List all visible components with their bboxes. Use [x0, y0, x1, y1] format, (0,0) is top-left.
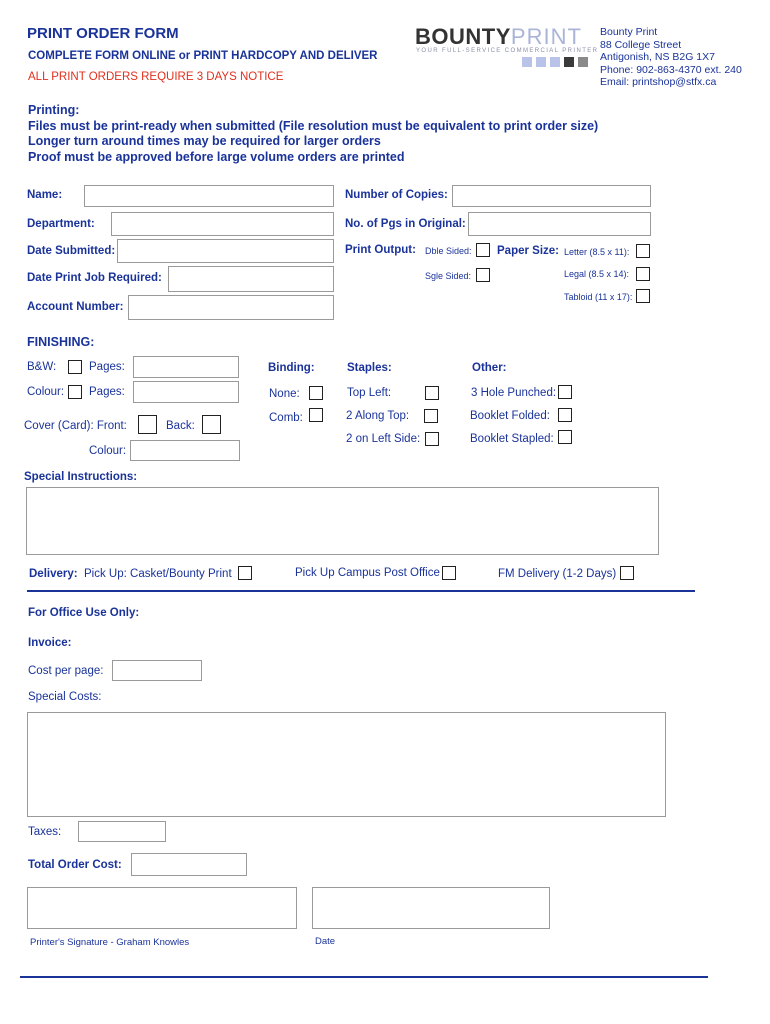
name-input[interactable]: [84, 185, 334, 207]
logo-light-text: PRINT: [510, 24, 582, 49]
dble-sided-checkbox[interactable]: [476, 243, 490, 257]
divider-line: [27, 590, 695, 592]
pickup-casket-checkbox[interactable]: [238, 566, 252, 580]
address-block: [600, 26, 742, 89]
logo-square: [522, 57, 532, 67]
staples-top-left-checkbox[interactable]: [425, 386, 439, 400]
copies-label: Number of Copies:: [345, 189, 448, 201]
total-cost-input[interactable]: [131, 853, 247, 876]
cover-front-label: Cover (Card): Front:: [24, 420, 127, 432]
staples-two-left-label: 2 on Left Side:: [346, 433, 421, 445]
logo-square: [536, 57, 546, 67]
staples-top-left-label: Top Left:: [347, 387, 392, 399]
legal-checkbox[interactable]: [636, 267, 650, 281]
letter-checkbox[interactable]: [636, 244, 650, 258]
bw-pages-input[interactable]: [133, 356, 239, 378]
date-submitted-label: Date Submitted:: [27, 245, 116, 257]
pages-original-input[interactable]: [468, 212, 651, 236]
booklet-folded-checkbox[interactable]: [558, 408, 572, 422]
bw-label: B&W:: [27, 361, 57, 373]
form-subtitle: COMPLETE FORM ONLINE or PRINT HARDCOPY AND DELIVER: [28, 50, 378, 62]
booklet-stapled-label: Booklet Stapled:: [470, 433, 554, 445]
binding-none-checkbox[interactable]: [309, 386, 323, 400]
taxes-input[interactable]: [78, 821, 166, 842]
bottom-divider-line: [20, 976, 708, 978]
logo-square: [564, 57, 574, 67]
pickup-campus-checkbox[interactable]: [442, 566, 456, 580]
account-number-label: Account Number:: [27, 301, 124, 313]
binding-comb-label: Comb:: [269, 412, 303, 424]
colour-pages-input[interactable]: [133, 381, 239, 403]
tabloid-label: Tabloid (11 x 17):: [564, 292, 633, 302]
other-label: Other:: [472, 362, 507, 374]
form-title: PRINT ORDER FORM: [27, 25, 179, 42]
account-number-input[interactable]: [128, 295, 334, 320]
special-instructions-label: Special Instructions:: [24, 471, 138, 483]
logo-tagline: YOUR FULL-SERVICE COMMERCIAL PRINTER: [416, 48, 599, 54]
taxes-label: Taxes:: [28, 826, 62, 838]
dble-sided-label: Dble Sided:: [425, 246, 472, 256]
logo-bold-text: BOUNTY: [415, 24, 511, 49]
signature-label: Printer's Signature - Graham Knowles: [30, 937, 190, 948]
staples-label: Staples:: [347, 362, 392, 374]
date-required-input[interactable]: [168, 266, 334, 292]
binding-none-label: None:: [269, 388, 300, 400]
colour-pages-label: Pages:: [89, 386, 125, 398]
fm-delivery-checkbox[interactable]: [620, 566, 634, 580]
date-input[interactable]: [312, 887, 550, 929]
invoice-label: Invoice:: [28, 637, 72, 649]
date-label: Date: [315, 936, 336, 947]
department-input[interactable]: [111, 212, 334, 236]
staples-two-left-checkbox[interactable]: [425, 432, 439, 446]
staples-two-top-label: 2 Along Top:: [346, 410, 410, 422]
signature-input[interactable]: [27, 887, 297, 929]
legal-label: Legal (8.5 x 14):: [564, 269, 630, 279]
staples-two-top-checkbox[interactable]: [424, 409, 438, 423]
bounty-print-logo: [415, 24, 582, 50]
address-line: Email: printshop@stfx.ca: [600, 76, 717, 89]
copies-input[interactable]: [452, 185, 651, 207]
cover-front-checkbox[interactable]: [138, 415, 157, 434]
sgle-sided-checkbox[interactable]: [476, 268, 490, 282]
pickup-casket-label: Pick Up: Casket/Bounty Print: [84, 568, 232, 580]
letter-label: Letter (8.5 x 11):: [564, 247, 630, 257]
pages-original-label: No. of Pgs in Original:: [345, 218, 466, 230]
sgle-sided-label: Sgle Sided:: [425, 271, 472, 281]
date-required-label: Date Print Job Required:: [27, 272, 162, 284]
special-instructions-input[interactable]: [26, 487, 659, 555]
delivery-label: Delivery:: [29, 568, 78, 580]
cover-back-label: Back:: [166, 420, 195, 432]
printing-notes: [28, 103, 598, 165]
tabloid-checkbox[interactable]: [636, 289, 650, 303]
address-line: Phone: 902-863-4370 ext. 240: [600, 63, 742, 76]
paper-size-label: Paper Size:: [497, 245, 559, 257]
booklet-stapled-checkbox[interactable]: [558, 430, 572, 444]
notice-text: ALL PRINT ORDERS REQUIRE 3 DAYS NOTICE: [28, 71, 284, 83]
colour-label: Colour:: [27, 386, 65, 398]
booklet-folded-label: Booklet Folded:: [470, 410, 550, 422]
colour-checkbox[interactable]: [68, 385, 82, 399]
logo-square: [578, 57, 588, 67]
total-cost-label: Total Order Cost:: [28, 859, 122, 871]
bw-checkbox[interactable]: [68, 360, 82, 374]
department-label: Department:: [27, 218, 95, 230]
office-use-heading: For Office Use Only:: [28, 607, 140, 619]
binding-label: Binding:: [268, 362, 315, 374]
special-costs-label: Special Costs:: [28, 691, 102, 703]
printing-heading: Printing:: [28, 103, 80, 117]
binding-comb-checkbox[interactable]: [309, 408, 323, 422]
three-hole-checkbox[interactable]: [558, 385, 572, 399]
logo-squares: [522, 57, 592, 67]
logo-square: [550, 57, 560, 67]
cost-per-page-input[interactable]: [112, 660, 202, 681]
address-line: Bounty Print: [600, 26, 658, 38]
pickup-campus-label: Pick Up Campus Post Office: [295, 567, 440, 579]
address-line: Antigonish, NS B2G 1X7: [600, 51, 715, 64]
name-label: Name:: [27, 189, 63, 201]
finishing-heading: FINISHING:: [27, 335, 95, 349]
printing-note: Longer turn around times may be required for larger orders: [28, 134, 381, 148]
bw-pages-label: Pages:: [89, 361, 125, 373]
date-submitted-input[interactable]: [117, 239, 334, 263]
printing-note: Proof must be approved before large volume orders are printed: [28, 149, 405, 164]
fm-delivery-label: FM Delivery (1-2 Days): [498, 568, 617, 580]
print-output-label: Print Output:: [345, 244, 416, 256]
cover-colour-input[interactable]: [130, 440, 240, 461]
special-costs-input[interactable]: [27, 712, 666, 817]
three-hole-label: 3 Hole Punched:: [471, 387, 557, 399]
cost-per-page-label: Cost per page:: [28, 665, 104, 677]
address-line: 88 College Street: [600, 38, 682, 51]
cover-colour-label: Colour:: [89, 445, 127, 457]
printing-note: Files must be print-ready when submitted (File resolution must be equivalent to print order size): [28, 118, 599, 133]
cover-back-checkbox[interactable]: [202, 415, 221, 434]
